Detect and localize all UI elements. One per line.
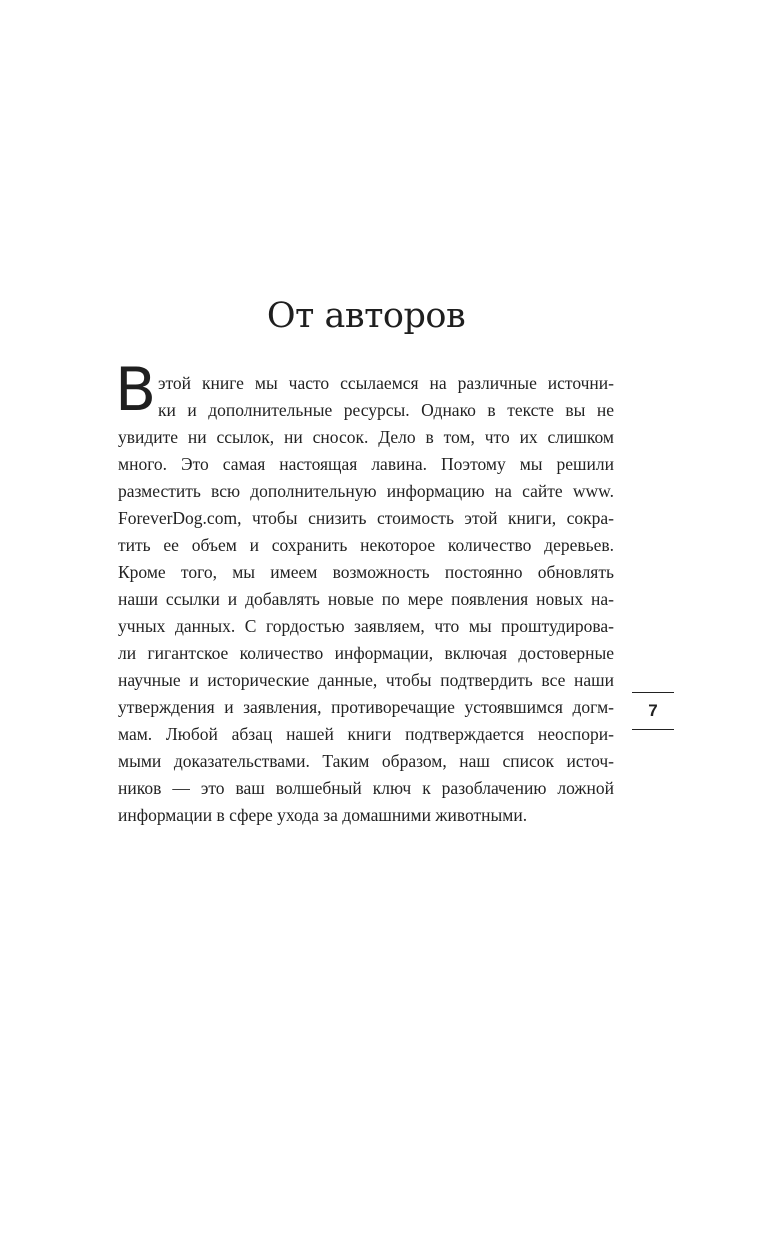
paragraph-line: ForeverDog.com, чтобы снизить стоимость этой книги, сокра- (118, 508, 614, 528)
paragraph-line: этой книге мы часто ссылаемся на различные источни- (158, 373, 614, 393)
paragraph-line: мам. Любой абзац нашей книги подтверждается неоспори- (118, 724, 614, 744)
page-number: 7 (648, 701, 658, 720)
paragraph-line: Кроме того, мы имеем возможность постоянно обновлять (118, 562, 614, 582)
drop-cap: В (115, 355, 157, 425)
paragraph-line: утверждения и заявления, противоречащие устоявшимся догм- (118, 697, 614, 717)
paragraph-line: много. Это самая настоящая лавина. Поэтому мы решили (118, 454, 614, 474)
body-paragraph (118, 370, 614, 829)
paragraph-line: наши ссылки и добавлять новые по мере появления новых на- (118, 589, 614, 609)
paragraph-line: мыми доказательствами. Таким образом, наш список источ- (118, 751, 614, 771)
paragraph-line: увидите ни ссылок, ни сносок. Дело в том, что их слишком (118, 427, 614, 447)
paragraph-line: разместить всю дополнительную информацию на сайте www. (118, 481, 614, 501)
paragraph-line: научные и исторические данные, чтобы подтвердить все наши (118, 670, 614, 690)
paragraph-line: информации в сфере ухода за домашними животными. (118, 805, 528, 825)
paragraph-line: учных данных. С гордостью заявляем, что мы проштудирова- (118, 616, 614, 636)
page-title: От авторов (266, 296, 466, 336)
page-number-box (632, 692, 674, 730)
paragraph-line: ников — это ваш волшебный ключ к разоблачению ложной (118, 778, 614, 798)
paragraph-line: ли гигантское количество информации, включая достоверные (118, 643, 614, 663)
paragraph-line: тить ее объем и сохранить некоторое количество деревьев. (118, 535, 614, 555)
paragraph-line: ки и дополнительные ресурсы. Однако в тексте вы не (158, 400, 614, 420)
